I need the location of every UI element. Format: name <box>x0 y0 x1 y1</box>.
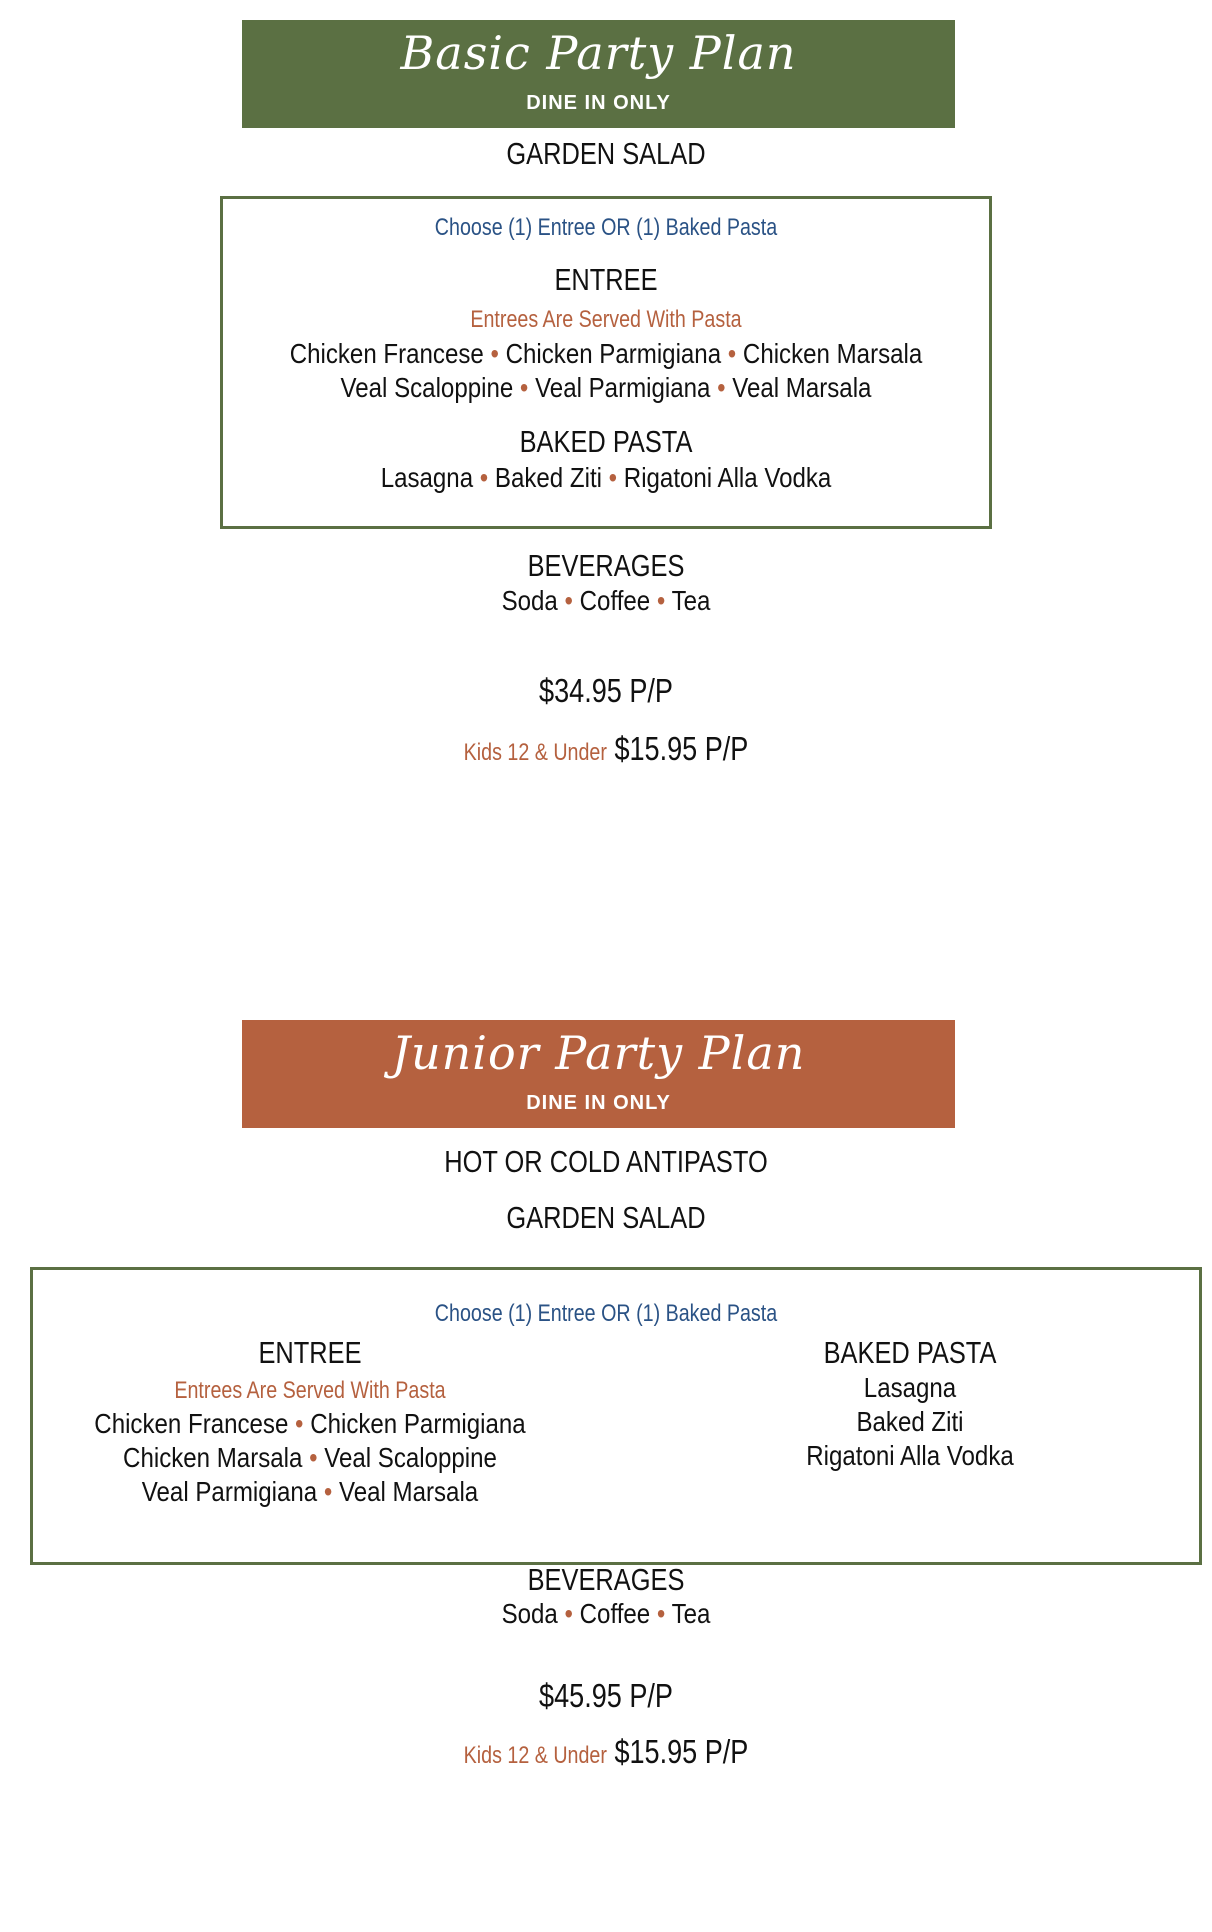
menu-item: Baked Ziti <box>494 462 602 493</box>
junior-entree-line-3 <box>52 1476 568 1508</box>
menu-item: Veal Parmigiana <box>141 1476 318 1507</box>
bullet-separator: • <box>309 1442 318 1473</box>
basic-price: $34.95 P/P <box>539 672 673 709</box>
menu-item: Chicken Marsala <box>742 338 923 369</box>
menu-item: Veal Scaloppine <box>340 372 514 403</box>
menu-item: Chicken Francese <box>289 338 484 369</box>
bullet-separator: • <box>479 462 489 493</box>
junior-beverages-line <box>85 1598 1127 1630</box>
basic-plan-subtitle: DINE IN ONLY <box>526 92 671 114</box>
basic-beverages-line <box>85 585 1127 617</box>
kids-price: $15.95 P/P <box>614 1733 749 1770</box>
bullet-separator: • <box>656 1598 666 1629</box>
menu-item: Chicken Francese <box>94 1408 289 1439</box>
menu-item: Tea <box>671 1598 711 1629</box>
menu-item: Coffee <box>579 1598 651 1629</box>
menu-item: Lasagna <box>863 1372 957 1403</box>
junior-entree-line-1 <box>52 1408 568 1440</box>
bullet-separator: • <box>490 338 499 369</box>
kids-label: Kids 12 & Under <box>463 1742 607 1769</box>
junior-antipasto: HOT OR COLD ANTIPASTO <box>444 1144 768 1179</box>
menu-item: Chicken Parmigiana <box>310 1408 526 1439</box>
junior-entree-line-2 <box>52 1442 568 1474</box>
basic-kids-price-line <box>109 730 1103 768</box>
menu-item: Chicken Marsala <box>123 1442 303 1473</box>
menu-item: Soda <box>501 585 558 616</box>
junior-salad: GARDEN SALAD <box>506 1200 706 1235</box>
basic-choose-text: Choose (1) Entree OR (1) Baked Pasta <box>434 214 778 241</box>
menu-item: Chicken Parmigiana <box>505 338 722 369</box>
menu-item: Veal Marsala <box>732 372 872 403</box>
menu-item: Rigatoni Alla Vodka <box>806 1440 1014 1471</box>
bullet-separator: • <box>295 1408 304 1439</box>
junior-pasta-heading: BAKED PASTA <box>823 1335 997 1370</box>
basic-plan-banner <box>242 20 955 128</box>
bullet-separator: • <box>727 338 737 369</box>
junior-beverages-heading: BEVERAGES <box>527 1562 685 1597</box>
kids-label: Kids 12 & Under <box>463 739 607 766</box>
basic-salad: GARDEN SALAD <box>506 136 706 171</box>
menu-item: Veal Marsala <box>338 1476 479 1507</box>
menu-item: Veal Parmigiana <box>535 372 711 403</box>
menu-item: Coffee <box>579 585 651 616</box>
junior-price: $45.95 P/P <box>539 1677 673 1714</box>
junior-choose-text: Choose (1) Entree OR (1) Baked Pasta <box>434 1300 778 1327</box>
basic-pasta-heading: BAKED PASTA <box>519 424 693 459</box>
kids-price: $15.95 P/P <box>614 730 749 767</box>
menu-item: Lasagna <box>380 462 474 493</box>
menu-item: Veal Scaloppine <box>324 1442 497 1473</box>
basic-pasta-line <box>85 462 1127 494</box>
junior-kids-price-line <box>109 1733 1103 1771</box>
basic-plan-title: Basic Party Plan <box>400 26 797 80</box>
junior-plan-banner <box>242 1020 955 1128</box>
bullet-separator: • <box>564 1598 573 1629</box>
bullet-separator: • <box>564 585 573 616</box>
menu-item: Baked Ziti <box>856 1406 964 1437</box>
bullet-separator: • <box>323 1476 333 1507</box>
junior-entree-heading: ENTREE <box>258 1335 362 1370</box>
basic-entree-line-2 <box>85 372 1127 404</box>
menu-item: Tea <box>671 585 711 616</box>
junior-plan-subtitle: DINE IN ONLY <box>526 1092 671 1114</box>
junior-entree-note: Entrees Are Served With Pasta <box>174 1377 446 1404</box>
basic-entree-heading: ENTREE <box>554 262 658 297</box>
basic-entree-line-1 <box>85 338 1127 370</box>
basic-entree-note: Entrees Are Served With Pasta <box>470 306 742 333</box>
bullet-separator: • <box>656 585 666 616</box>
junior-plan-title: Junior Party Plan <box>391 1026 806 1080</box>
bullet-separator: • <box>608 462 618 493</box>
basic-beverages-heading: BEVERAGES <box>527 548 685 583</box>
bullet-separator: • <box>519 372 529 403</box>
menu-item: Soda <box>501 1598 558 1629</box>
menu-item: Rigatoni Alla Vodka <box>623 462 832 493</box>
bullet-separator: • <box>717 372 726 403</box>
